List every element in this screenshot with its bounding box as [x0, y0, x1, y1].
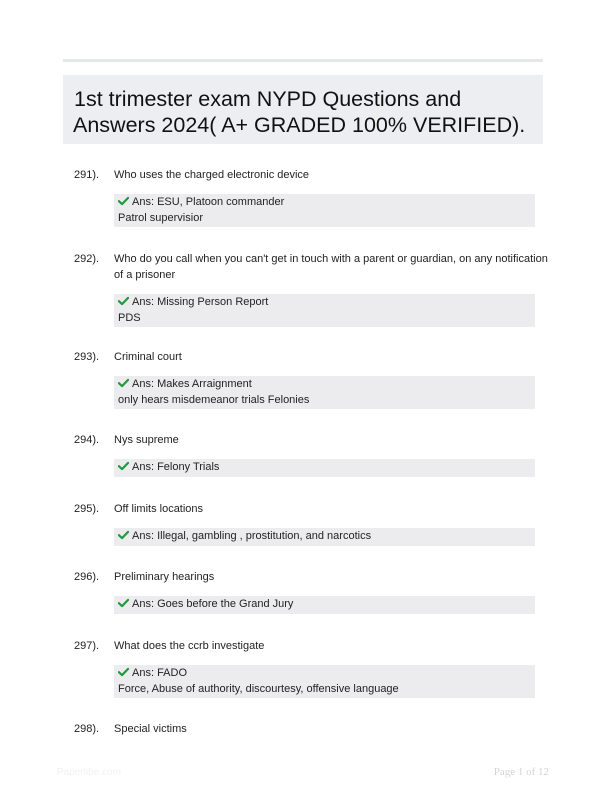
question-number: 298).: [74, 723, 100, 735]
question-number: 293).: [74, 351, 100, 363]
answer-box: [114, 596, 535, 614]
question-line: Preliminary hearings: [114, 571, 215, 583]
answer-first-line: [118, 195, 531, 211]
question-line: of a prisoner: [114, 269, 176, 281]
qa-item-298: [74, 721, 535, 737]
answer-text: Ans: Illegal, gambling , prostitution, and narcotics: [132, 530, 372, 542]
check-icon: [118, 378, 129, 388]
answer-box: [114, 528, 535, 546]
question-number: 295).: [74, 503, 100, 515]
question-number: 294).: [74, 434, 100, 446]
answer-box: [114, 376, 535, 409]
qa-item-291: [74, 167, 535, 227]
answer-first-line: [118, 295, 531, 311]
check-icon: [118, 196, 129, 206]
question-text: [114, 251, 548, 283]
answer-text: Ans: Felony Trials: [132, 461, 220, 473]
answer-continuation: Patrol supervisior: [118, 211, 203, 224]
answer-box: [114, 665, 535, 698]
answer-text: Ans: Goes before the Grand Jury: [132, 598, 294, 610]
question-number: 292).: [74, 253, 100, 265]
qa-item-293: [74, 349, 535, 409]
check-icon: [118, 461, 129, 471]
question-text: [114, 501, 535, 517]
answer-first-line: [118, 460, 531, 476]
answer-box: [114, 459, 535, 477]
answer-first-line: [118, 529, 531, 545]
question-text: [114, 432, 535, 448]
question-number: 296).: [74, 571, 100, 583]
check-icon: [118, 530, 129, 540]
check-icon: [118, 296, 129, 306]
question-text: [114, 638, 535, 654]
answer-text: Ans: ESU, Platoon commander: [132, 196, 285, 208]
document-title: [73, 86, 535, 138]
qa-item-294: [74, 432, 535, 477]
question-line: What does the ccrb investigate: [114, 640, 265, 652]
answer-box: [114, 294, 535, 327]
question-line: Off limits locations: [114, 503, 204, 515]
question-line: Who do you call when you can't get in touch with a parent or guardian, on any notification: [114, 253, 548, 265]
qa-item-296: [74, 569, 535, 614]
answer-box: [114, 194, 535, 227]
answer-text: Ans: Missing Person Report: [132, 296, 269, 308]
document-title-box: [63, 75, 543, 144]
question-text: [114, 167, 535, 183]
answer-text: Ans: Makes Arraignment: [132, 378, 252, 390]
check-icon: [118, 667, 129, 677]
question-line: Special victims: [114, 723, 187, 735]
document-title-line: Answers 2024( A+ GRADED 100% VERIFIED).: [73, 113, 526, 137]
check-icon: [118, 598, 129, 608]
question-line: Criminal court: [114, 351, 182, 363]
question-text: [114, 349, 535, 365]
question-line: Who uses the charged electronic device: [114, 169, 310, 181]
answer-first-line: [118, 597, 531, 613]
question-text: [114, 721, 535, 737]
top-divider: [63, 59, 543, 62]
answer-first-line: [118, 377, 531, 393]
question-text: [114, 569, 535, 585]
answer-continuation: PDS: [118, 311, 141, 324]
document-title-line: 1st trimester exam NYPD Questions and: [74, 87, 462, 111]
question-number: 291).: [74, 169, 100, 181]
qa-item-292: [74, 251, 548, 327]
qa-item-295: [74, 501, 535, 546]
answer-text: Ans: FADO: [132, 667, 188, 679]
answer-continuation: Force, Abuse of authority, discourtesy, offensive language: [118, 682, 399, 695]
question-number: 297).: [74, 640, 100, 652]
page-number: Page 1 of 12: [493, 766, 549, 778]
qa-item-297: [74, 638, 535, 698]
answer-continuation: only hears misdemeanor trials Felonies: [118, 393, 310, 406]
footer-watermark: Paperlibe.com: [57, 767, 121, 778]
question-line: Nys supreme: [114, 434, 179, 446]
answer-first-line: [118, 666, 531, 682]
